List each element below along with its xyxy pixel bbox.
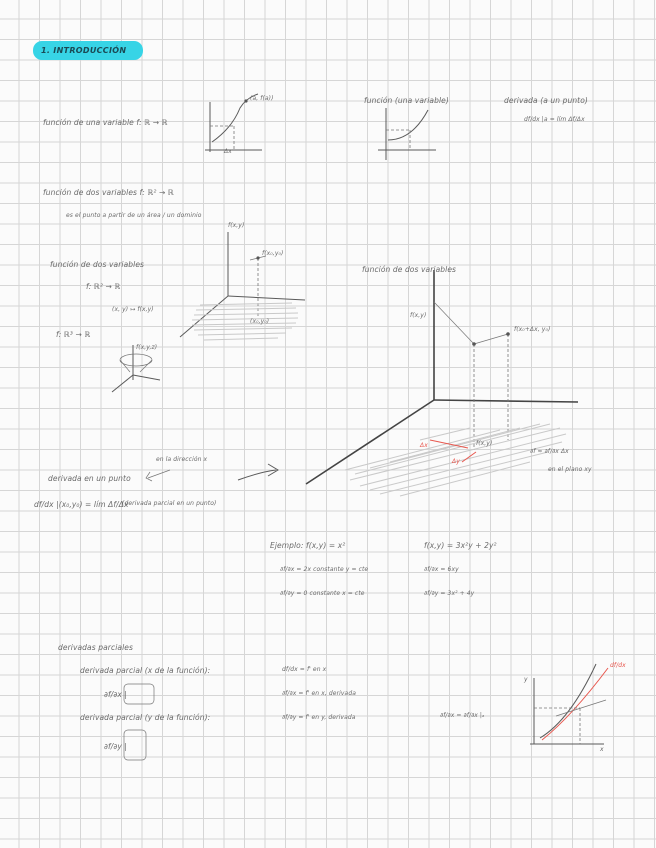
note-axis-f: f(x,y) <box>228 222 245 229</box>
note-dp-formula-1: ∂f/∂x | <box>104 690 127 699</box>
graph-one-variable <box>205 94 262 152</box>
note-red-bottom: df/dx <box>610 662 626 669</box>
note-df-eq: ∂f/∂x = ∂f/∂x |ₐ <box>440 712 485 719</box>
arrow-derivative <box>146 470 170 481</box>
note-ej1-line-2: ∂f/∂y = 0 constante x = cte <box>280 590 365 597</box>
note-funcion-dos-variables-right: función de dos variables <box>362 265 457 274</box>
note-f-xy-small: f(x,y) <box>476 440 493 447</box>
note-funcion-dos-vars-heading: función de dos variables <box>50 260 145 269</box>
note-point-a: (a, f(a)) <box>250 95 274 102</box>
graph-bottom-right <box>530 664 608 744</box>
note-funcion-dos-variables: función de dos variables f: ℝ² → ℝ <box>43 188 174 197</box>
sketch-3d-large <box>238 270 578 496</box>
note-delta-y-red: Δy <box>452 458 460 465</box>
note-df-line-2: ∂f/∂x = f' en x, derivada <box>282 690 357 697</box>
note-ej2-line-2: ∂f/∂y = 3x² + 4y <box>424 590 475 597</box>
note-derivada-formula-2: df/dx |(x₀,y₀) = lím Δf/Δx <box>34 500 129 509</box>
note-delta-x: Δx <box>224 148 232 155</box>
note-funcion-una-variable-heading: función (una variable) <box>364 96 449 105</box>
note-axis-x: x <box>600 746 604 753</box>
page-title: 1. INTRODUCCIÓN <box>41 46 127 55</box>
graph-derivative <box>378 108 436 160</box>
note-point-3d: f(x₀,y₀) <box>262 250 284 257</box>
note-derivada-heading: derivada (a un punto) <box>504 96 588 105</box>
note-df-line-3: ∂f/∂y = f' en y, derivada <box>282 714 356 721</box>
note-df-right: ∂f ≈ ∂f/∂x Δx <box>530 448 569 455</box>
note-dp-line-1: derivada parcial (x de la función): <box>80 666 211 675</box>
note-ejemplo-1: Ejemplo: f(x,y) = x² <box>270 541 346 550</box>
bottom-boxes <box>124 684 154 760</box>
note-ej1-line-1: ∂f/∂x = 2x constante y = cte <box>280 566 369 573</box>
note-en-direccion: en la dirección x <box>156 456 208 463</box>
sketch-3d-small <box>180 232 305 340</box>
note-funcion-una-variable: función de una variable f: ℝ → ℝ <box>43 118 168 127</box>
note-f-xy-vector: (x, y) ↦ f(x,y) <box>112 306 154 313</box>
note-axis-y: y <box>524 676 528 683</box>
note-f-xy-right: f(x,y) <box>410 312 427 319</box>
note-ej2-line-1: ∂f/∂x = 6xy <box>424 566 459 573</box>
note-point-right: f(x₀+Δx, y₀) <box>514 326 551 333</box>
note-f-r2-r: f: ℝ² → ℝ <box>86 282 121 291</box>
note-derivada-punto: derivada en un punto <box>48 474 131 483</box>
note-f-r3-r: f: ℝ³ → ℝ <box>56 330 91 339</box>
note-ejemplo-2: f(x,y) = 3x²y + 2y² <box>424 541 497 550</box>
note-en-el-plano: en el plano xy <box>548 466 592 473</box>
note-dp-line-2: derivada parcial (y de la función): <box>80 713 211 722</box>
note-dp-formula-2: ∂f/∂y | <box>104 742 127 751</box>
note-point-base: (x₀,y₀) <box>250 318 270 325</box>
note-derivada-formula: df/dx |a = lím Δf/Δx <box>524 116 585 123</box>
hatch-small <box>192 303 298 340</box>
note-df-line-1: df/dx = f' en x <box>282 666 327 673</box>
note-delta-x-red: Δx <box>420 442 428 449</box>
note-funcion-dos-sub: es el punto a partir de un área / un dominio <box>66 212 202 219</box>
note-derivada-note: (derivada parcial en un punto) <box>122 500 217 507</box>
note-f-r3-sub: f(x,y,z) <box>136 344 158 351</box>
sketch-tiny-3d <box>112 345 160 392</box>
note-derivadas-parciales: derivadas parciales <box>58 643 133 652</box>
